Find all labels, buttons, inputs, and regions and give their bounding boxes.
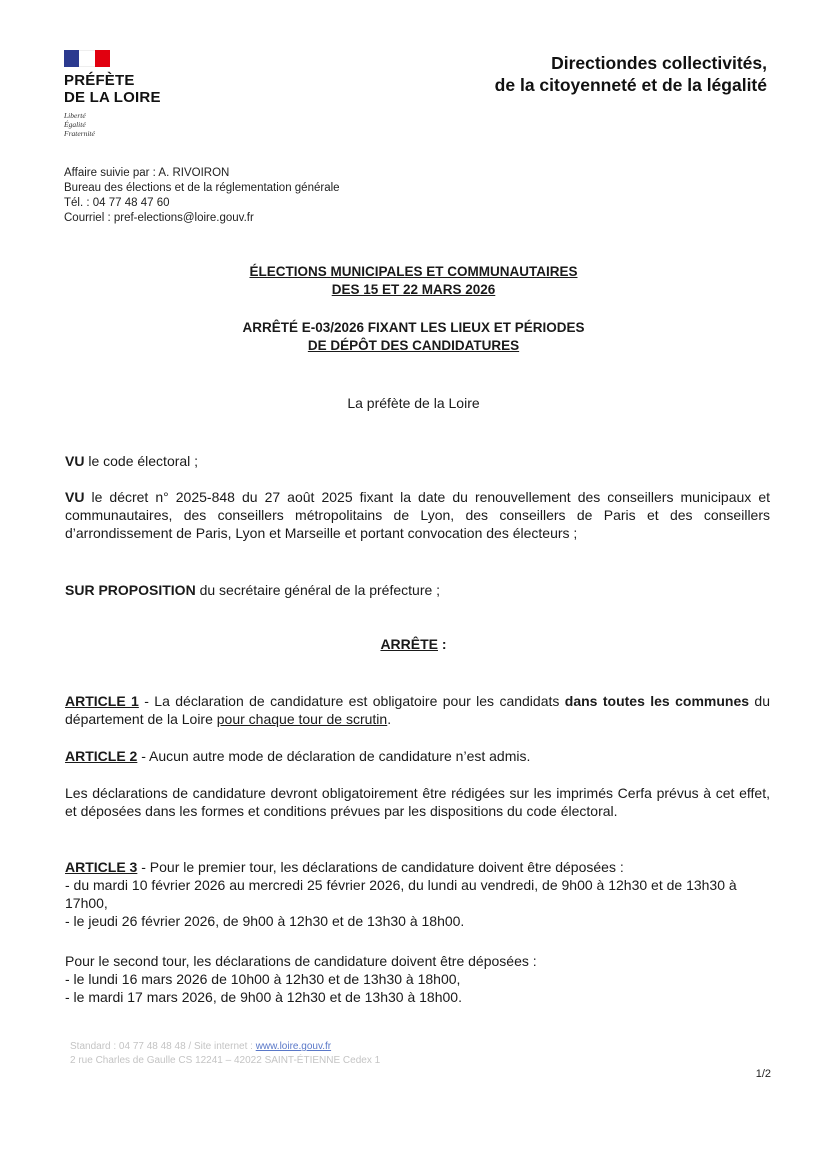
article-1-text-2: du département de la Loire xyxy=(65,693,770,727)
page-footer xyxy=(70,1040,380,1068)
declaration-paragraph: Les déclarations de candidature devront obligatoirement être rédigées sur les imprimés Cerfa prévus à cet effet, et déposées dans les formes et conditions prévues par les dispositions du code électoral. xyxy=(65,785,770,819)
article-3-label: ARTICLE 3 xyxy=(65,859,138,875)
direction-heading xyxy=(495,52,767,96)
visa-code-electoral xyxy=(65,452,770,470)
direction-line-1: Directiondes collectivités, xyxy=(551,53,767,73)
republic-motto xyxy=(64,111,194,138)
logo-line-1: PRÉFÈTE xyxy=(64,72,135,89)
arrete-colon: : xyxy=(438,636,447,652)
arrete-title-line-1: ARRÊTÉ E-03/2026 FIXANT LES LIEUX ET PÉRIODES xyxy=(242,320,585,335)
visa-1-label: VU xyxy=(65,453,85,469)
second-tour-item-1: - le lundi 16 mars 2026 de 10h00 à 12h30 et de 13h30 à 18h00, xyxy=(65,971,461,987)
logo-title xyxy=(64,72,194,106)
prefet-heading: La préfète de la Loire xyxy=(347,395,480,411)
arrete-title-line-2: DE DÉPÔT DES CANDIDATURES xyxy=(307,338,520,353)
article-2-label: ARTICLE 2 xyxy=(65,748,138,764)
proposition-label: SUR PROPOSITION xyxy=(65,582,196,598)
election-title-line-1: ÉLECTIONS MUNICIPALES ET COMMUNAUTAIRES xyxy=(249,264,578,279)
marianne-flag-icon xyxy=(64,50,110,67)
footer-address: 2 rue Charles de Gaulle CS 12241 – 42022 SAINT-ÉTIENNE Cedex 1 xyxy=(70,1055,381,1066)
visa-decret xyxy=(65,488,770,542)
contact-bureau: Bureau des élections et de la réglementation générale xyxy=(64,182,340,194)
prefecture-logo xyxy=(64,50,194,138)
footer-standard: Standard : 04 77 48 48 48 / Site internet : xyxy=(70,1041,256,1052)
proposition xyxy=(65,581,770,599)
motto-fraternite: Fraternité xyxy=(64,129,95,138)
article-3-item-1: - du mardi 10 février 2026 au mercredi 25 février 2026, du lundi au vendredi, de 9h00 à 12h30 et de 13h30 à 17h00, xyxy=(65,877,737,911)
contact-phone: Tél. : 04 77 48 47 60 xyxy=(64,197,170,209)
contact-block xyxy=(64,166,340,226)
arrete-word: ARRÊTE xyxy=(380,636,438,652)
second-tour xyxy=(65,952,770,1006)
direction-line-2: de la citoyenneté et de la légalité xyxy=(494,75,767,95)
motto-egalite: Égalité xyxy=(64,120,86,129)
election-title xyxy=(0,263,827,299)
article-3 xyxy=(65,858,770,930)
article-2-text: - Aucun autre mode de déclaration de candidature n’est admis. xyxy=(137,748,531,764)
visa-1-text: le code électoral ; xyxy=(84,453,199,469)
logo-line-2: DE LA LOIRE xyxy=(64,89,161,106)
arrete-title xyxy=(0,319,827,355)
article-1-text-1: - La déclaration de candidature est obligatoire pour les candidats xyxy=(138,693,565,709)
article-1-text-3: . xyxy=(387,711,392,727)
second-tour-item-2: - le mardi 17 mars 2026, de 9h00 à 12h30 et de 13h30 à 18h00. xyxy=(65,989,462,1005)
motto-liberte: Liberté xyxy=(64,111,86,120)
visa-2-label: VU xyxy=(65,489,85,505)
visa-2-text: le décret n° 2025-848 du 27 août 2025 fixant la date du renouvellement des conseillers municipaux et communautaires, des conseillers métropolitains de Lyon, des conseillers de Paris et des conseillers d’arrondissement de Paris, Lyon et Marseille et portant convocation des électeurs ; xyxy=(65,489,770,541)
article-1 xyxy=(65,692,770,728)
article-3-item-2: - le jeudi 26 février 2026, de 9h00 à 12h30 et de 13h30 à 18h00. xyxy=(65,913,465,929)
page-number: 1/2 xyxy=(755,1068,771,1080)
contact-email: Courriel : pref-elections@loire.gouv.fr xyxy=(64,212,254,224)
article-2 xyxy=(65,747,770,765)
article-1-label: ARTICLE 1 xyxy=(65,693,139,709)
proposition-text: du secrétaire général de la préfecture ; xyxy=(195,582,441,598)
footer-website-link[interactable]: www.loire.gouv.fr xyxy=(255,1041,332,1052)
second-tour-intro: Pour le second tour, les déclarations de candidature doivent être déposées : xyxy=(65,953,537,969)
contact-person: Affaire suivie par : A. RIVOIRON xyxy=(64,167,230,179)
arrete-heading xyxy=(0,636,827,652)
article-1-bold: dans toutes les communes xyxy=(564,693,750,709)
article-1-underline: pour chaque tour de scrutin xyxy=(216,711,388,727)
election-title-line-2: DES 15 ET 22 MARS 2026 xyxy=(331,282,496,297)
article-3-text: - Pour le premier tour, les déclarations de candidature doivent être déposées : xyxy=(137,859,624,875)
